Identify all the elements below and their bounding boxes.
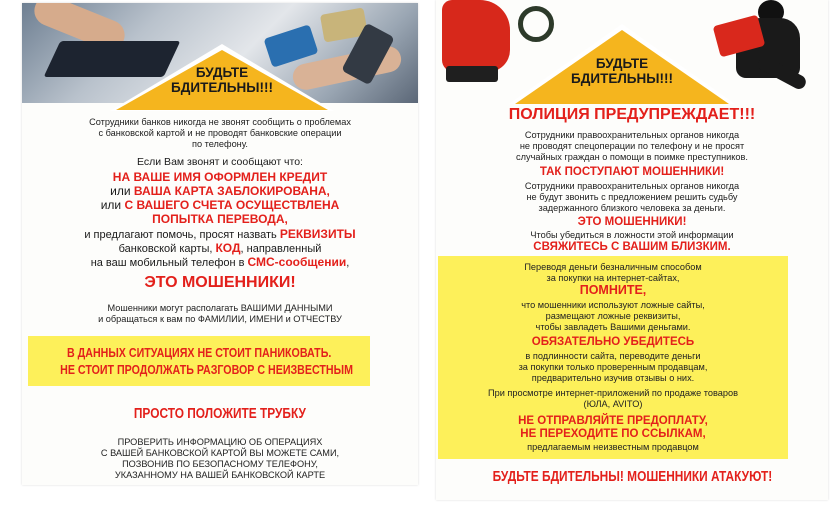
red-glove-illustration bbox=[442, 0, 510, 72]
alert-line: или С ВАШЕГО СЧЕТА ОСУЩЕСТВЛЕНА bbox=[100, 198, 340, 212]
fraud-title: ЭТО МОШЕННИКИ! bbox=[577, 216, 687, 228]
alert-line: или ВАША КАРТА ЗАБЛОКИРОВАНА, bbox=[110, 184, 330, 198]
verify-title: ОБЯЗАТЕЛЬНО УБЕДИТЕСЬ bbox=[531, 336, 695, 348]
personal-data-line: и обращаться к вам по ФАМИЛИИ, ИМЕНИ и ОТЧЕСТВУ bbox=[98, 314, 342, 324]
header-title: БУДЬТЕ БДИТЕЛЬНЫ!!! bbox=[571, 56, 673, 87]
no-prepay-line: НЕ ОТПРАВЛЯЙТЕ ПРЕДОПЛАТУ, bbox=[518, 415, 708, 427]
police-text-line: не проводят спецоперации по телефону и не просят bbox=[519, 141, 745, 151]
they-do-title: ТАК ПОСТУПАЮТ МОШЕННИКИ! bbox=[539, 166, 725, 178]
lead-text: Если Вам звонят и сообщают что: bbox=[137, 156, 303, 168]
intro-line: Сотрудники банков никогда не звонят сообщить о проблемах bbox=[89, 117, 351, 127]
personal-data-line: Мошенники могут располагать ВАШИМИ ДАННЫМИ bbox=[107, 303, 333, 313]
relatives-text-line: Сотрудники правоохранительных органов никогда bbox=[524, 181, 740, 191]
verify-line: С ВАШЕЙ БАНКОВСКОЙ КАРТОЙ ВЫ МОЖЕТЕ САМИ, bbox=[100, 448, 340, 458]
fake-sites-line: чтобы завладеть Вашими деньгами. bbox=[535, 322, 691, 332]
check-text: Чтобы убедиться в ложности этой информации bbox=[530, 230, 734, 240]
intro-line: по телефону. bbox=[192, 139, 248, 149]
remember-title: ПОМНИТЕ, bbox=[579, 283, 647, 297]
unknown-sellers-line: предлагаемым неизвестным продавцом bbox=[527, 442, 699, 452]
no-prepay-line: НЕ ПЕРЕХОДИТЕ ПО ССЫЛКАМ, bbox=[520, 428, 706, 440]
yellow-block-line: НЕ СТОИТ ПРОДОЛЖАТЬ РАЗГОВОР С НЕИЗВЕСТНЫМ bbox=[60, 362, 353, 377]
intro-line: с банковской картой и не проводят банковские операции bbox=[98, 128, 342, 138]
warning-yellow-block bbox=[28, 336, 370, 386]
hang-up-title: ПРОСТО ПОЛОЖИТЕ ТРУБКУ bbox=[133, 406, 307, 422]
verify-line: ПРОВЕРИТЬ ИНФОРМАЦИЮ ОБ ОПЕРАЦИЯХ bbox=[117, 437, 323, 447]
fake-sites-line: что мошенники используют ложные сайты, bbox=[521, 300, 705, 310]
alert-line: НА ВАШЕ ИМЯ ОФОРМЛЕН КРЕДИТ bbox=[112, 170, 328, 184]
police-text-line: случайных граждан о помощи в поимке преступников. bbox=[516, 152, 748, 162]
verify-text-line: предварительно изучив отзывы о них. bbox=[531, 373, 695, 383]
transfer-line: за покупки на интернет-сайтах, bbox=[546, 273, 680, 283]
left-poster bbox=[22, 3, 418, 485]
alert-line: ПОПЫТКА ПЕРЕВОДА, bbox=[152, 212, 288, 226]
right-poster bbox=[436, 0, 828, 500]
verify-line: ПОЗВОНИВ ПО БЕЗОПАСНОМУ ТЕЛЕФОНУ, bbox=[122, 459, 318, 469]
fraud-title: ЭТО МОШЕННИКИ! bbox=[144, 274, 296, 291]
apps-text-line: При просмотре интернет-приложений по продаже товаров bbox=[487, 388, 738, 398]
transfer-line: Переводя деньги безналичным способом bbox=[524, 262, 702, 272]
sleeve-illustration bbox=[446, 66, 498, 82]
relatives-text-line: не будут звонить с предложением решить судьбу bbox=[526, 192, 738, 202]
yellow-block-line: В ДАННЫХ СИТУАЦИЯХ НЕ СТОИТ ПАНИКОВАТЬ. bbox=[66, 345, 332, 360]
police-title: ПОЛИЦИЯ ПРЕДУПРЕЖДАЕТ!!! bbox=[508, 106, 756, 123]
apps-text-line: (ЮЛА, AVITO) bbox=[583, 399, 643, 409]
verify-line: УКАЗАННОМУ НА ВАШЕЙ БАНКОВСКОЙ КАРТЕ bbox=[114, 470, 326, 480]
contact-title: СВЯЖИТЕСЬ С ВАШИМ БЛИЗКИМ. bbox=[533, 241, 731, 253]
police-text-line: Сотрудники правоохранительных органов никогда bbox=[524, 130, 740, 140]
header-title: БУДЬТЕ БДИТЕЛЬНЫ!!! bbox=[171, 65, 273, 96]
fake-sites-line: размещают ложные реквизиты, bbox=[545, 311, 681, 321]
request-line: на ваш мобильный телефон в СМС-сообщении, bbox=[90, 255, 350, 269]
request-line: и предлагают помочь, просят назвать РЕКВИЗИТЫ bbox=[84, 227, 356, 241]
relatives-text-line: задержанного близкого человека за деньги. bbox=[538, 203, 726, 213]
request-line: банковской карты, КОД, направленный bbox=[118, 241, 322, 255]
verify-text-line: за покупки только проверенным продавцам, bbox=[518, 362, 708, 372]
online-shopping-yellow-block bbox=[438, 256, 788, 459]
footer-slogan: БУДЬТЕ БДИТЕЛЬНЫ! МОШЕННИКИ АТАКУЮТ! bbox=[492, 469, 772, 485]
verify-text-line: в подлинности сайта, переводите деньги bbox=[525, 351, 701, 361]
